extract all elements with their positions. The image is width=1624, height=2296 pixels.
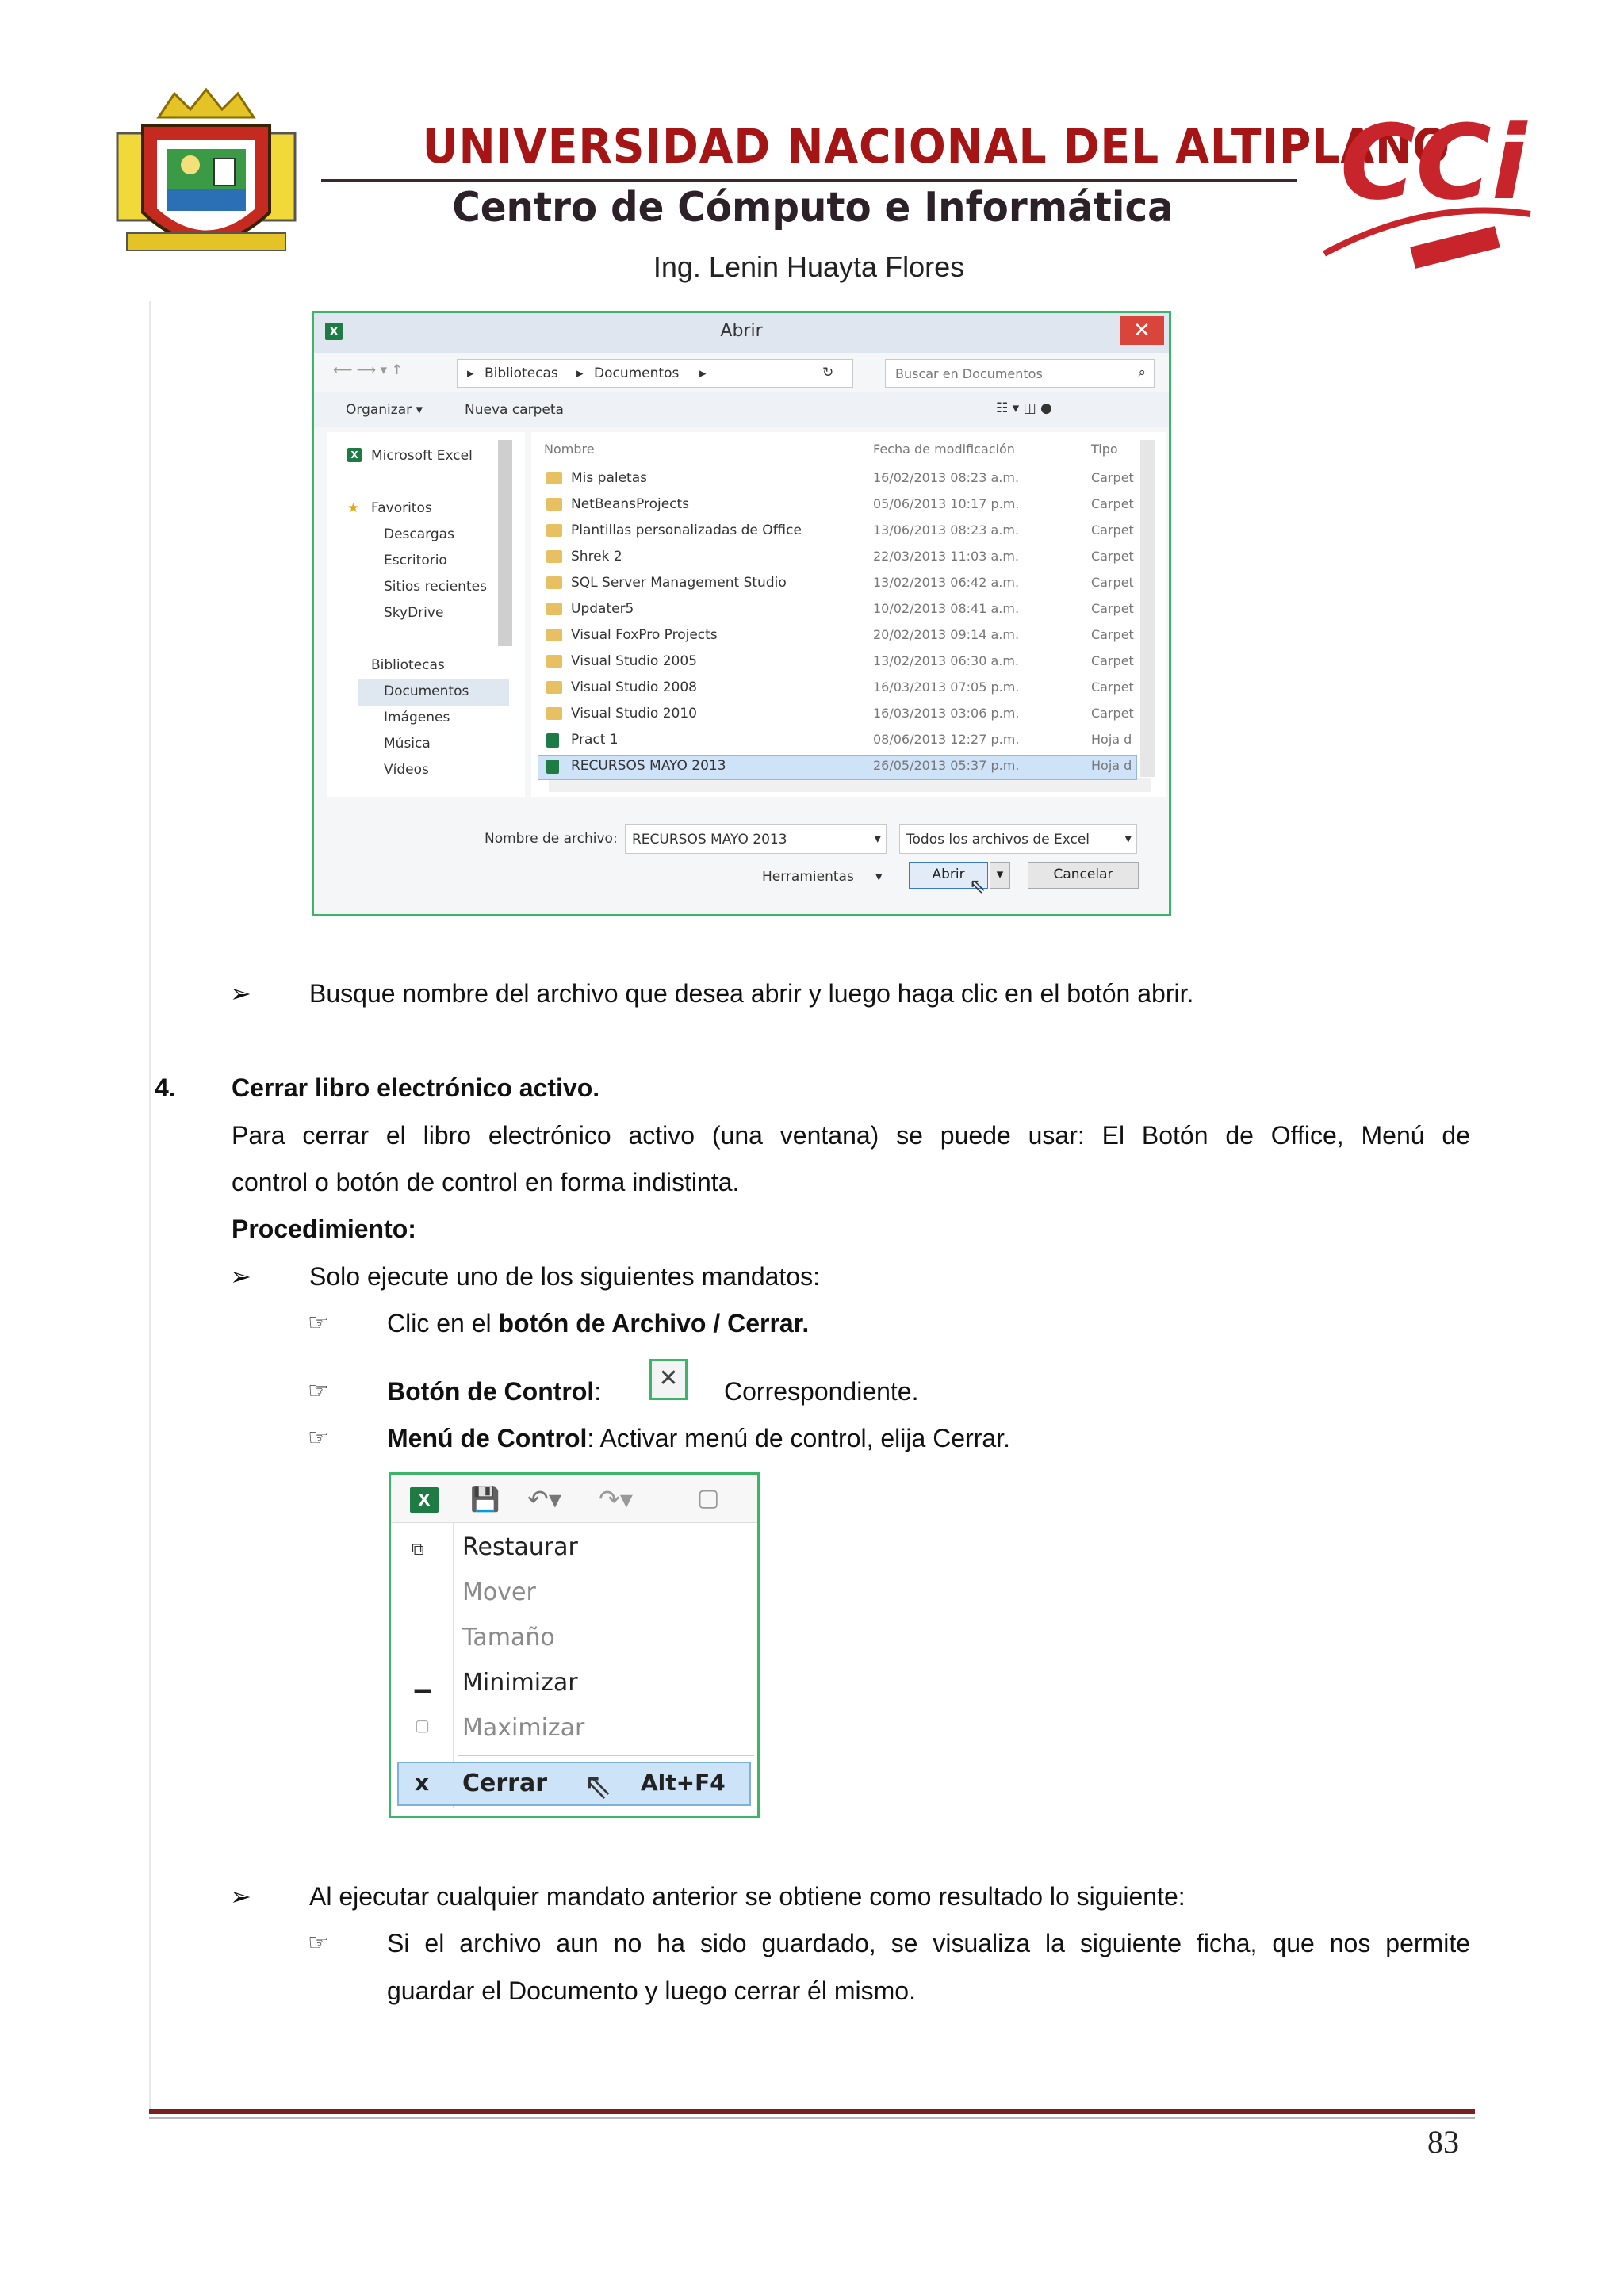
file-name[interactable]: Visual Studio 2008 [571,679,697,695]
section-number: 4. [155,1073,176,1102]
excel-nav-icon: X [347,448,362,462]
dialog-close-button[interactable]: ✕ [1120,316,1164,345]
menu-minimizar[interactable]: Minimizar [462,1669,578,1697]
nav-bibliotecas[interactable]: Bibliotecas [371,657,445,673]
svg-text:CCi: CCi [1340,102,1527,223]
file-name[interactable]: Plantillas personalizadas de Office [571,522,802,538]
hand-bullet-icon: ☞ [308,1930,329,1956]
folder-icon [546,603,562,615]
result-sub-line1: Si el archivo aun no ha sido guardado, se visualiza la siguiente ficha, que nos permite [387,1929,1470,1957]
excel-file-icon [546,733,559,748]
footer-divider-shadow [149,2117,1475,2119]
file-name[interactable]: Visual Studio 2010 [571,706,697,721]
file-name[interactable]: RECURSOS MAYO 2013 [571,758,726,774]
file-date: 05/06/2013 10:17 p.m. [873,496,1020,511]
option-boton-control-suffix: Correspondiente. [724,1377,919,1406]
nav-sitios-recientes[interactable]: Sitios recientes [384,579,487,595]
arrow-bullet-icon: ➢ [230,979,251,1008]
arrow-bullet-icon: ➢ [230,1882,251,1911]
control-menu-screenshot [389,1472,760,1818]
maximize-icon: ▢ [415,1716,430,1735]
cancel-button[interactable]: Cancelar [1028,862,1139,889]
nav-musica[interactable]: Música [384,736,431,752]
menu-close-icon: x [415,1770,430,1796]
menu-mover[interactable]: Mover [462,1578,536,1606]
option-menu-control: Menú de Control: Activar menú de control, elija Cerrar. [387,1424,1010,1452]
hand-bullet-icon: ☞ [308,1425,329,1451]
nav-imagenes[interactable]: Imágenes [384,710,450,725]
nav-skydrive[interactable]: SkyDrive [384,605,444,621]
file-type: Carpet [1091,679,1134,695]
view-options-icon[interactable]: ☷ ▾ ◫ ● [996,400,1052,416]
option-boton-control: Botón de Control: [387,1377,602,1406]
file-date: 10/02/2013 08:41 a.m. [873,601,1020,616]
nav-documentos[interactable]: Documentos [384,683,469,699]
excel-app-icon: X [325,323,343,340]
file-date: 13/02/2013 06:30 a.m. [873,653,1020,668]
folder-icon [546,681,562,694]
folder-icon [546,655,562,668]
file-type: Carpet [1091,522,1134,538]
back-forward-icons[interactable]: ⟵ ⟶ ▾ ↑ [333,362,403,378]
close-button-icon: ✕ [649,1359,688,1400]
file-type: Carpet [1091,496,1134,511]
star-icon: ★ [347,500,360,516]
folder-icon [546,629,562,641]
file-name[interactable]: Visual FoxPro Projects [571,627,718,643]
file-list-scrollbar[interactable] [1140,440,1155,777]
nav-escritorio[interactable]: Escritorio [384,553,447,568]
file-type: Carpet [1091,575,1134,590]
save-icon: 💾 [470,1486,500,1513]
file-type: Carpet [1091,549,1134,564]
file-name[interactable]: Visual Studio 2005 [571,653,697,669]
hand-bullet-icon: ☞ [308,1378,329,1404]
search-input[interactable]: Buscar en Documentos ⌕ [885,359,1155,388]
file-date: 20/02/2013 09:14 a.m. [873,627,1020,642]
hand-bullet-icon: ☞ [308,1310,329,1336]
file-name[interactable]: NetBeansProjects [571,496,690,512]
arrow-bullet-icon: ➢ [230,1262,251,1291]
nav-scrollbar[interactable] [498,440,512,646]
open-button[interactable]: Abrir [909,862,988,889]
section-description-line2: control o botón de control en forma indistinta. [232,1168,740,1196]
folder-icon [546,707,562,720]
file-date: 13/02/2013 06:42 a.m. [873,575,1020,590]
file-name[interactable]: SQL Server Management Studio [571,575,787,591]
university-crest-logo [111,86,301,270]
file-date: 16/03/2013 03:06 p.m. [873,706,1020,721]
restore-icon: ⧉ [412,1540,424,1559]
nav-descargas[interactable]: Descargas [384,526,454,542]
option-archivo-cerrar: Clic en el botón de Archivo / Cerrar. [387,1309,810,1337]
file-type: Carpet [1091,601,1134,616]
menu-tamano[interactable]: Tamaño [462,1624,555,1651]
folder-icon [546,576,562,589]
search-icon: ⌕ [1138,365,1146,381]
excel-app-icon: X [410,1487,439,1513]
footer-divider [149,2109,1475,2114]
column-type[interactable]: Tipo [1091,442,1118,457]
organize-menu[interactable]: Organizar ▾ [346,402,423,418]
nav-videos[interactable]: Vídeos [384,762,429,778]
file-date: 08/06/2013 12:27 p.m. [873,732,1020,747]
file-name[interactable]: Updater5 [571,601,634,617]
file-date: 13/06/2013 08:23 a.m. [873,522,1020,538]
folder-icon [546,472,562,484]
section-description-line1: Para cerrar el libro electrónico activo (una ventana) se puede usar: El Botón de Office, Menú de [232,1121,1470,1150]
file-type: Hoja d [1091,732,1132,747]
file-name[interactable]: Shrek 2 [571,549,622,564]
column-name[interactable]: Nombre [544,442,595,457]
center-subtitle: Centro de Cómputo e Informática [452,184,1174,232]
file-name[interactable]: Pract 1 [571,732,619,748]
file-name[interactable]: Mis paletas [571,470,647,486]
address-bar[interactable]: ▸ Bibliotecas ▸ Documentos ▸ ↻ [457,359,853,388]
university-title: UNIVERSIDAD NACIONAL DEL ALTIPLANO [422,119,1450,174]
menu-restaurar[interactable]: Restaurar [462,1533,578,1561]
author-name: Ing. Lenin Huayta Flores [653,251,965,283]
file-type: Hoja d [1091,758,1132,773]
nav-microsoft-excel[interactable]: Microsoft Excel [371,448,473,464]
file-date: 22/03/2013 11:03 a.m. [873,549,1020,564]
section-title: Cerrar libro electrónico activo. [232,1073,600,1102]
column-date[interactable]: Fecha de modificación [873,442,1015,457]
minimize-icon: ▁ [415,1670,431,1693]
dialog-title: Abrir [720,321,763,341]
menu-cerrar[interactable]: Cerrar [462,1770,547,1797]
result-paragraph: Al ejecutar cualquier mandato anterior se obtiene como resultado lo siguiente: [309,1882,1185,1911]
menu-shortcut-alt-f4: Alt+F4 [641,1770,726,1796]
filename-label: Nombre de archivo: [485,831,618,847]
folder-icon [546,524,562,537]
tools-dropdown-icon[interactable]: ▾ [875,869,883,885]
step-1: Solo ejecute uno de los siguientes mandatos: [309,1262,820,1291]
filename-input[interactable]: RECURSOS MAYO 2013 ▾ [625,824,887,854]
open-file-dialog [312,311,1171,916]
new-document-icon: ▢ [697,1484,720,1512]
refresh-icon[interactable]: ↻ [822,365,834,381]
header-divider [321,179,1297,182]
cci-logo [1308,95,1546,277]
dialog-titlebar [314,313,1169,353]
page-number: 83 [1427,2124,1459,2160]
left-margin-line [149,301,151,2109]
file-date: 16/02/2013 08:23 a.m. [873,470,1020,485]
excel-file-icon [546,760,559,774]
tools-menu[interactable]: Herramientas [762,869,854,885]
file-type: Carpet [1091,653,1134,668]
mouse-cursor-icon: ⇖ [583,1766,612,1807]
new-folder-button[interactable]: Nueva carpeta [465,402,564,418]
nav-favoritos[interactable]: Favoritos [371,500,432,516]
undo-icon: ↶▾ [527,1484,561,1514]
folder-icon [546,550,562,563]
file-date: 16/03/2013 07:05 p.m. [873,679,1020,695]
result-sub-line2: guardar el Documento y luego cerrar él mismo. [387,1976,916,2005]
paragraph-busque: Busque nombre del archivo que desea abrir y luego haga clic en el botón abrir. [309,979,1194,1008]
open-dropdown-button[interactable]: ▾ [990,862,1010,889]
file-type: Carpet [1091,706,1134,721]
file-type: Carpet [1091,627,1134,642]
folder-icon [546,498,562,511]
file-type-filter[interactable]: Todos los archivos de Excel ▾ [899,824,1137,854]
mouse-cursor-icon: ⇖ [969,874,986,898]
file-type: Carpet [1091,470,1134,485]
breadcrumb-bibliotecas[interactable]: Bibliotecas [485,365,558,381]
breadcrumb-documentos[interactable]: Documentos [594,365,680,381]
procedure-heading: Procedimiento: [232,1215,416,1243]
file-date: 26/05/2013 05:37 p.m. [873,758,1020,773]
menu-maximizar[interactable]: Maximizar [462,1714,585,1742]
redo-icon: ↷▾ [599,1484,633,1514]
